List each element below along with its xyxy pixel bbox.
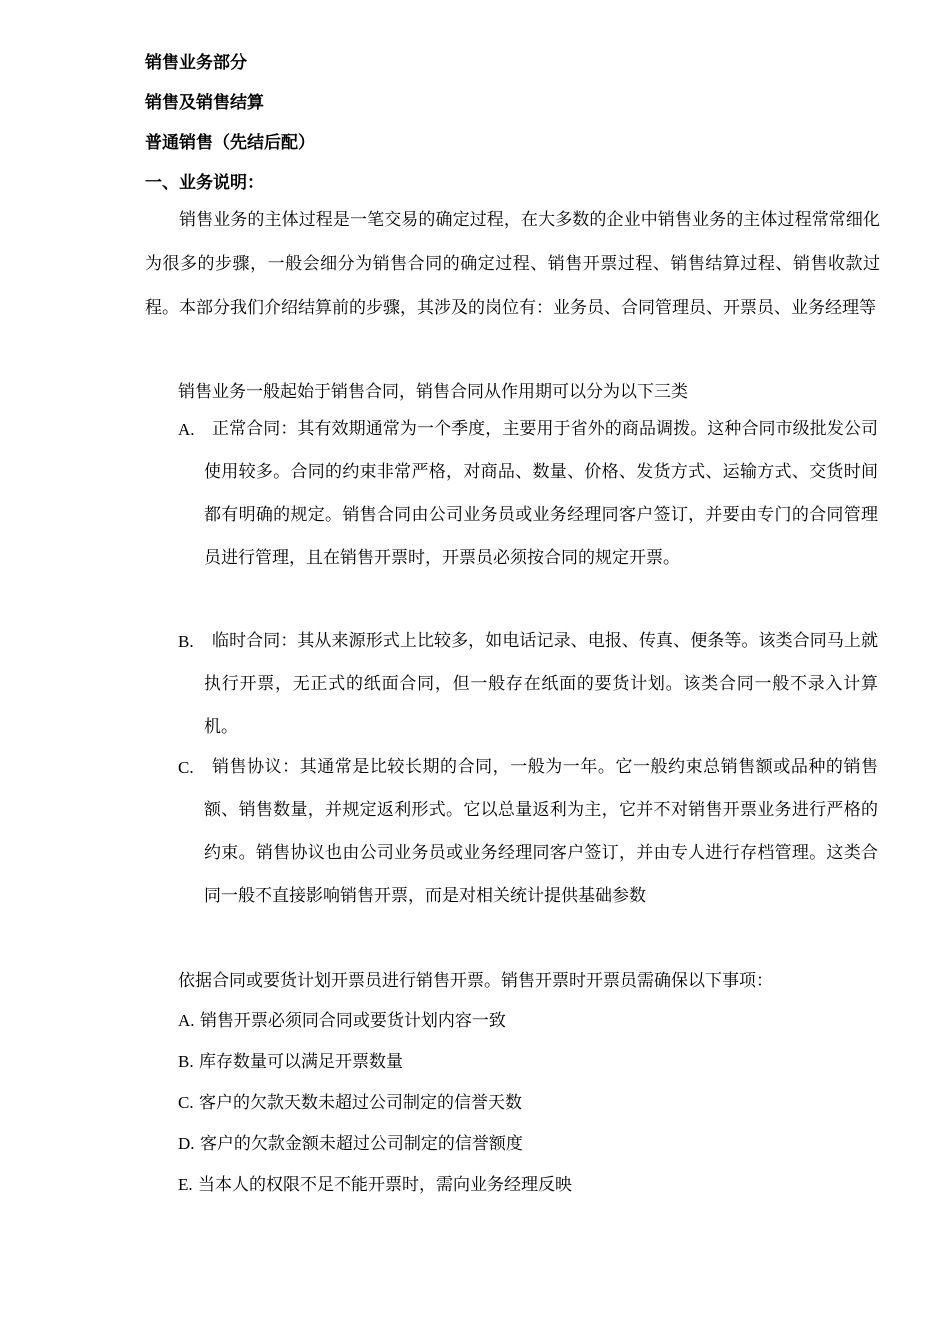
check-text: 客户的欠款金额未超过公司制定的信誉额度 (199, 1134, 523, 1154)
check-item (178, 1133, 523, 1155)
check-item (178, 1092, 522, 1114)
check-text: 销售开票必须同合同或要货计划内容一致 (199, 1011, 506, 1031)
list-marker: A. (178, 1011, 195, 1030)
check-text: 库存数量可以满足开票数量 (199, 1052, 403, 1072)
list-marker: A. (178, 420, 195, 439)
check-item (178, 1174, 572, 1196)
check-item (178, 1051, 403, 1073)
contract-intro: 销售业务一般起始于销售合同，销售合同从作用期可以分为以下三类 (178, 382, 688, 402)
contract-type-item (178, 408, 878, 580)
list-marker: B. (178, 1052, 194, 1071)
check-text: 客户的欠款天数未超过公司制定的信誉天数 (199, 1093, 522, 1113)
intro-paragraph: 销售业务的主体过程是一笔交易的确定过程，在大多数的企业中销售业务的主体过程常常细化为很多的步骤，一般会细分为销售合同的确定过程、销售开票过程、销售结算过程、销售收款过程。本部分我们介绍结算前的步骤，其涉及的岗位有：业务员、合同管理员、开票员、业务经理等 (145, 210, 880, 318)
list-marker: D. (178, 1134, 195, 1153)
contract-type-item (178, 620, 878, 749)
list-marker: C. (178, 758, 194, 777)
list-marker: E. (178, 1175, 193, 1194)
subsection-title: 销售及销售结算 (145, 93, 264, 113)
topic-title: 普通销售（先结后配） (145, 133, 315, 153)
section-title: 销售业务部分 (145, 53, 247, 73)
list-marker: C. (178, 1093, 194, 1112)
contract-type-text: 临时合同：其从来源形式上比较多，如电话记录、电报、传真、便条等。该类合同马上就执行开票，无正式的纸面合同，但一般存在纸面的要货计划。该类合同一般不录入计算机。 (204, 631, 878, 737)
invoice-intro: 依据合同或要货计划开票员进行销售开票。销售开票时开票员需确保以下事项： (178, 971, 773, 991)
check-text: 当本人的权限不足不能开票时，需向业务经理反映 (198, 1175, 573, 1195)
contract-type-item (178, 746, 878, 918)
check-item (178, 1010, 506, 1032)
contract-type-text: 正常合同：其有效期通常为一个季度，主要用于省外的商品调拨。这种合同市级批发公司使用较多。合同的约束非常严格，对商品、数量、价格、发货方式、运输方式、交货时间都有明确的规定。销售合同由公司业务员或业务经理同客户签订，并要由专门的合同管理员进行管理，且在销售开票时，开票员必须按合同的规定开票。 (204, 419, 878, 568)
business-description-heading: 一、业务说明： (145, 173, 264, 193)
contract-type-text: 销售协议：其通常是比较长期的合同，一般为一年。它一般约束总销售额或品种的销售额、销售数量，并规定返利形式。它以总量返利为主，它并不对销售开票业务进行严格的约束。销售协议也由公司业务员或业务经理同客户签订，并由专人进行存档管理。这类合同一般不直接影响销售开票，而是对相关统计提供基础参数 (204, 757, 878, 906)
list-marker: B. (178, 632, 194, 651)
